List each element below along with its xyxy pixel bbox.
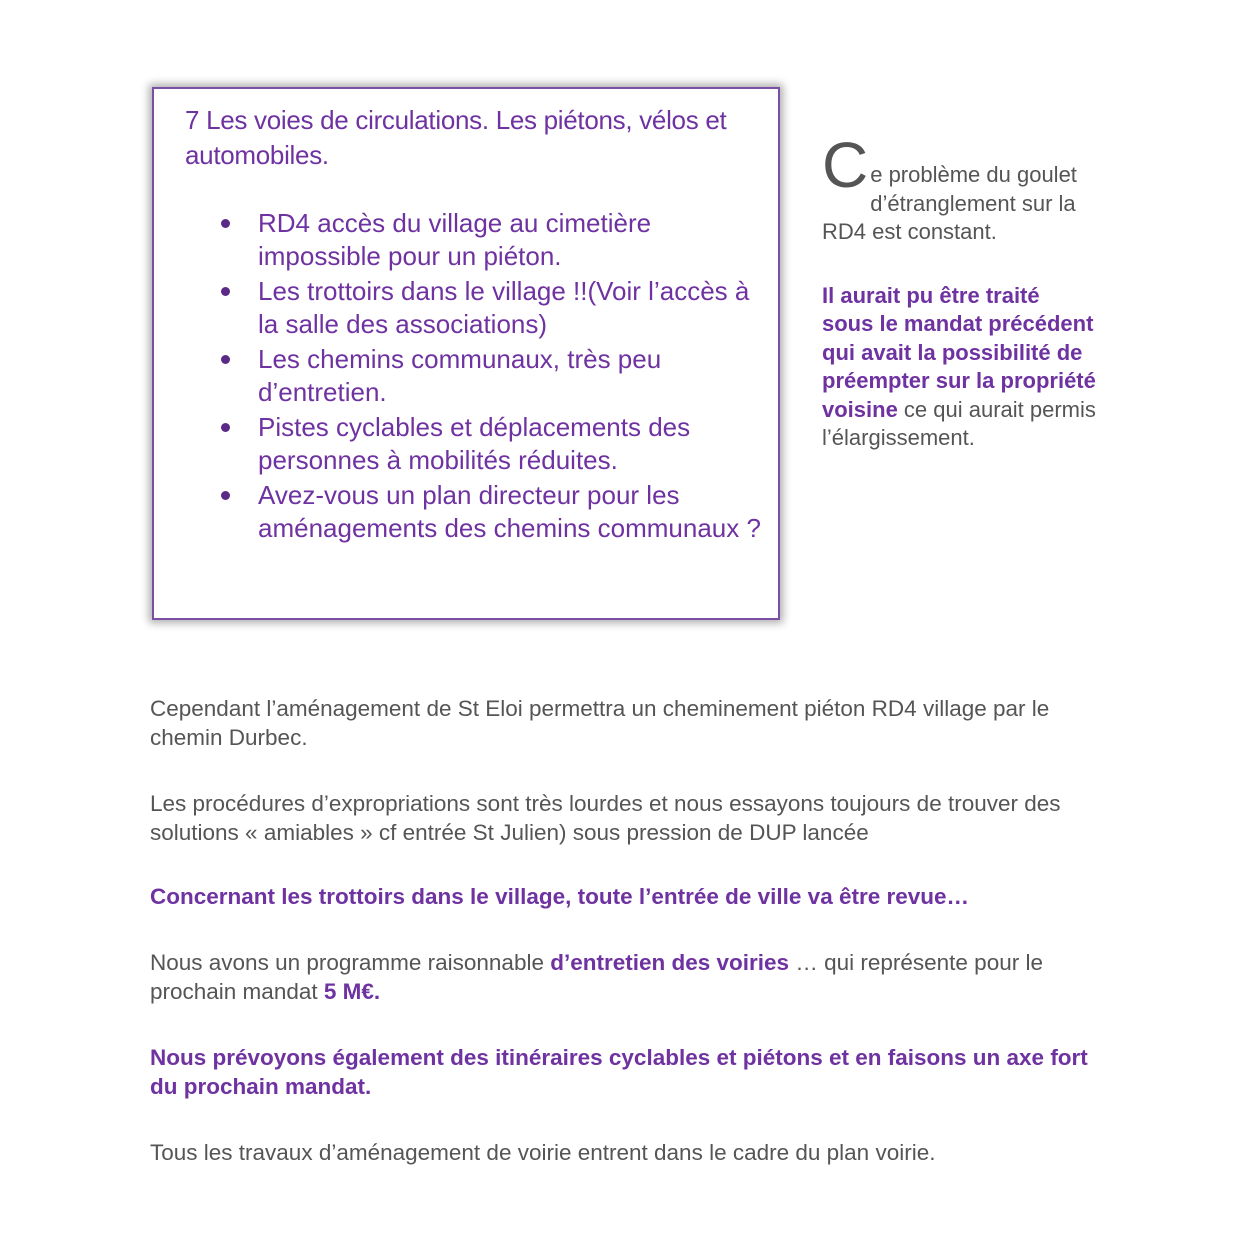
- paragraph-st-eloi: Cependant l’aménagement de St Eloi permettra un cheminement piéton RD4 village par le chemin Durbec.: [150, 696, 1050, 750]
- bullet-icon: [221, 491, 230, 500]
- list-item: [258, 411, 768, 477]
- side-emphasis: Il aurait pu être traité sous le mandat précédent qui avait la possibilité de préempter sur la propriété voisine: [822, 282, 1096, 422]
- list-item: [258, 275, 768, 341]
- list-item-text: Les trottoirs dans le village !!(Voir l’accès à la salle des associations): [258, 276, 750, 339]
- bullet-icon: [221, 423, 230, 432]
- budget-amount: 5 M€.: [323, 979, 381, 1004]
- side-paragraph-1: e problème du goulet d’étranglement sur la RD4 est constant.: [822, 162, 1077, 244]
- entretien-emphasis: d’entretien des voiries: [550, 950, 790, 975]
- side-paragraph-2-rest: ce qui aurait permis l’élargissement.: [822, 396, 1096, 450]
- questions-box: [152, 87, 780, 620]
- list-item-text: Avez-vous un plan directeur pour les aménagements des chemins communaux ?: [258, 480, 761, 543]
- entretien-text-a: Nous avons un programme raisonnable: [150, 950, 551, 975]
- list-item-text: Les chemins communaux, très peu d’entretien.: [258, 344, 662, 407]
- drop-cap: C: [822, 129, 869, 201]
- paragraph-itineraires: Nous prévoyons également des itinéraires cyclables et piétons et en faisons un axe fort du prochain mandat.: [150, 1045, 1088, 1099]
- paragraph-plan-voirie: Tous les travaux d’aménagement de voirie entrent dans le cadre du plan voirie.: [150, 1140, 936, 1165]
- paragraph-entretien: [150, 948, 1110, 1006]
- box-title: 7 Les voies de circulations. Les piétons, vélos et automobiles.: [185, 105, 727, 170]
- side-paragraph-2: [822, 282, 1097, 453]
- bullet-icon: [221, 219, 230, 228]
- list-item-text: RD4 accès du village au cimetière impossible pour un piéton.: [258, 208, 652, 271]
- questions-list: [258, 207, 768, 547]
- bullet-icon: [221, 355, 230, 364]
- bullet-icon: [221, 287, 230, 296]
- paragraph-trottoirs: Concernant les trottoirs dans le village, toute l’entrée de ville va être revue…: [150, 884, 970, 909]
- list-item-text: Pistes cyclables et déplacements des personnes à mobilités réduites.: [258, 412, 691, 475]
- side-commentary: [822, 129, 1097, 453]
- entretien-text-c: … qui représente pour le prochain mandat: [150, 950, 1043, 1004]
- list-item: [258, 207, 768, 273]
- response-body: [150, 694, 1110, 1167]
- list-item: [258, 343, 768, 409]
- list-item: [258, 479, 768, 545]
- paragraph-expropriations: Les procédures d’expropriations sont très lourdes et nous essayons toujours de trouver des solutions « amiables » cf entrée St Julien) sous pression de DUP lancée: [150, 791, 1061, 845]
